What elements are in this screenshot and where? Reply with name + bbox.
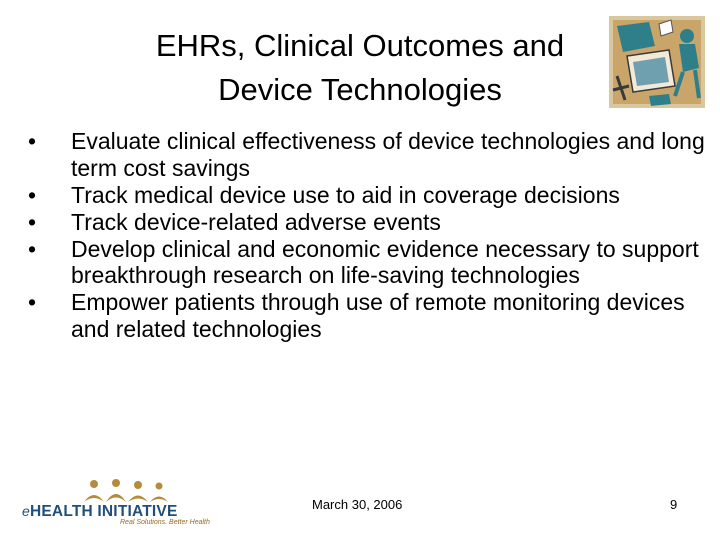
people-figures-icon (22, 478, 222, 506)
slide-title (100, 24, 620, 112)
title-line-1: EHRs, Clinical Outcomes and (155, 28, 565, 63)
bullet-item: • Develop clinical and economic evidence necessary to support breakthrough research on life-saving technologies (26, 236, 706, 289)
ehealth-initiative-logo (22, 478, 222, 530)
logo-name: HEALTH INITIATIVE (30, 503, 178, 520)
bullet-item: • Track device-related adverse events (26, 209, 706, 236)
bullet-list (26, 128, 706, 343)
bullet-item: • Empower patients through use of remote monitoring devices and related technologies (26, 289, 706, 342)
bullet-item: • Track medical device use to aid in coverage decisions (26, 182, 706, 209)
people-computer-clipart-icon (609, 16, 705, 108)
page-number: 9 (670, 497, 678, 512)
slide-date: March 30, 2006 (312, 497, 403, 512)
logo-tagline: Real Solutions. Better Health (120, 519, 210, 526)
bullet-item: • Evaluate clinical effectiveness of device technologies and long term cost savings (26, 128, 706, 181)
logo-prefix: e (22, 503, 30, 519)
title-line-2: Device Technologies (218, 72, 502, 107)
